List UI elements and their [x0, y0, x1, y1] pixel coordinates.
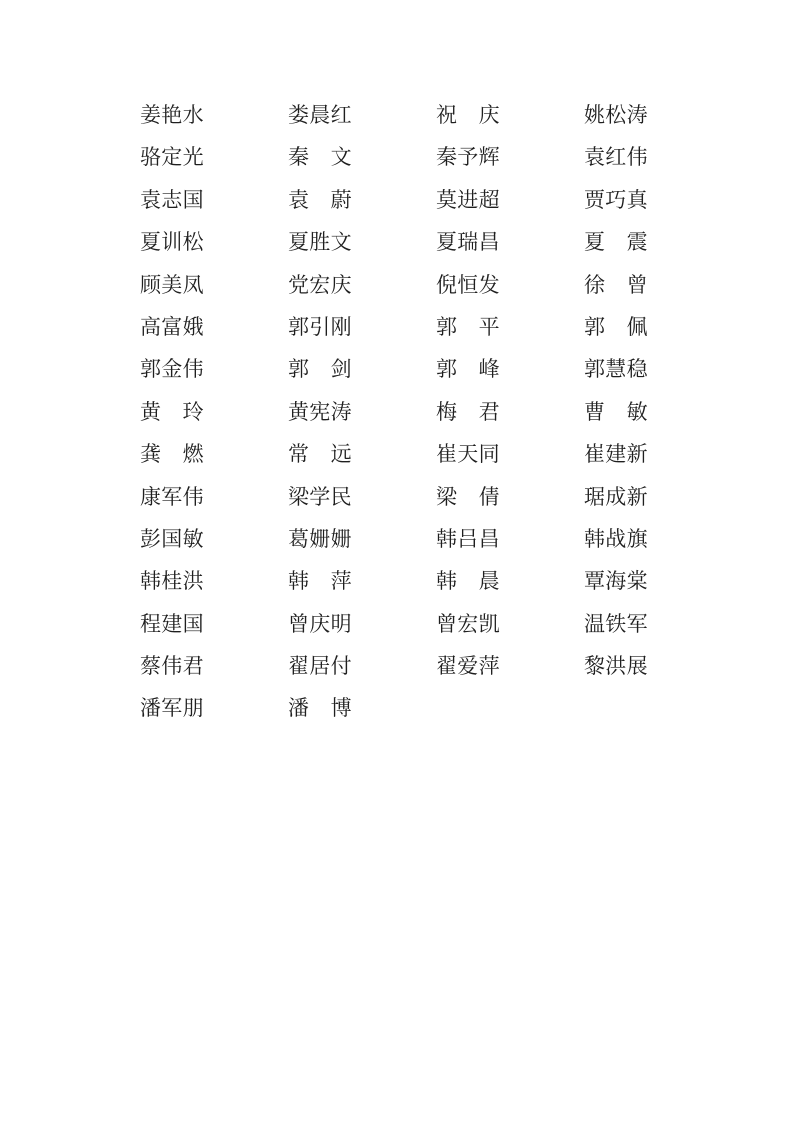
name-item: 倪恒发 — [436, 272, 500, 297]
name-item: 郭 剑 — [288, 357, 352, 382]
name-item: 黎洪展 — [584, 654, 648, 679]
name-item: 夏 震 — [584, 230, 648, 255]
name-item: 郭慧稳 — [584, 357, 648, 382]
name-item: 韩战旗 — [584, 526, 648, 551]
name-item: 常 远 — [288, 442, 352, 467]
name-item: 韩桂洪 — [140, 569, 204, 594]
name-item: 崔建新 — [584, 442, 648, 467]
name-item: 姚松涛 — [584, 103, 648, 127]
name-item: 琚成新 — [584, 484, 648, 509]
name-item: 郭 佩 — [584, 314, 648, 339]
name-item: 党宏庆 — [288, 272, 352, 297]
name-item: 祝 庆 — [436, 103, 500, 127]
name-item: 康军伟 — [140, 484, 204, 509]
name-item: 袁红伟 — [584, 145, 648, 170]
name-item: 姜艳水 — [140, 103, 204, 127]
name-item: 袁志国 — [140, 187, 204, 212]
name-item: 高富娥 — [140, 314, 204, 339]
name-item: 翟居付 — [288, 654, 352, 679]
name-item: 娄晨红 — [288, 103, 352, 127]
name-item: 莫进超 — [436, 187, 500, 212]
name-item: 袁 蔚 — [288, 187, 352, 212]
name-item: 翟爱萍 — [436, 654, 500, 679]
name-item: 徐 曾 — [584, 272, 648, 297]
name-item: 曾宏凯 — [436, 611, 500, 636]
name-item: 葛姗姗 — [288, 526, 352, 551]
name-item: 韩 晨 — [436, 569, 500, 594]
name-item: 秦予辉 — [436, 145, 500, 170]
name-item: 骆定光 — [140, 145, 204, 170]
name-item: 郭金伟 — [140, 357, 204, 382]
name-item: 梁 倩 — [436, 484, 500, 509]
name-item: 夏胜文 — [288, 230, 352, 255]
name-item: 曹 敏 — [584, 399, 648, 424]
name-item: 贾巧真 — [584, 187, 648, 212]
name-item: 郭引刚 — [288, 314, 352, 339]
name-item: 郭 峰 — [436, 357, 500, 382]
name-item: 曾庆明 — [288, 611, 352, 636]
name-item: 蔡伟君 — [140, 654, 204, 679]
name-item: 梅 君 — [436, 399, 500, 424]
name-item: 黄宪涛 — [288, 399, 352, 424]
name-item: 潘 博 — [288, 696, 352, 721]
name-item: 夏瑞昌 — [436, 230, 500, 255]
name-item: 秦 文 — [288, 145, 352, 170]
name-item: 梁学民 — [288, 484, 352, 509]
name-item: 覃海棠 — [584, 569, 648, 594]
name-list — [140, 94, 648, 730]
name-item: 温铁军 — [584, 611, 648, 636]
name-item: 韩 萍 — [288, 569, 352, 594]
name-item: 龚 燃 — [140, 442, 204, 467]
name-item: 韩吕昌 — [436, 526, 500, 551]
name-item: 崔天同 — [436, 442, 500, 467]
name-item: 彭国敏 — [140, 526, 204, 551]
name-item: 郭 平 — [436, 314, 500, 339]
name-item: 黄 玲 — [140, 399, 204, 424]
name-item: 顾美凤 — [140, 272, 204, 297]
name-item: 夏训松 — [140, 230, 204, 255]
name-item: 程建国 — [140, 611, 204, 636]
name-item: 潘军朋 — [140, 696, 204, 721]
